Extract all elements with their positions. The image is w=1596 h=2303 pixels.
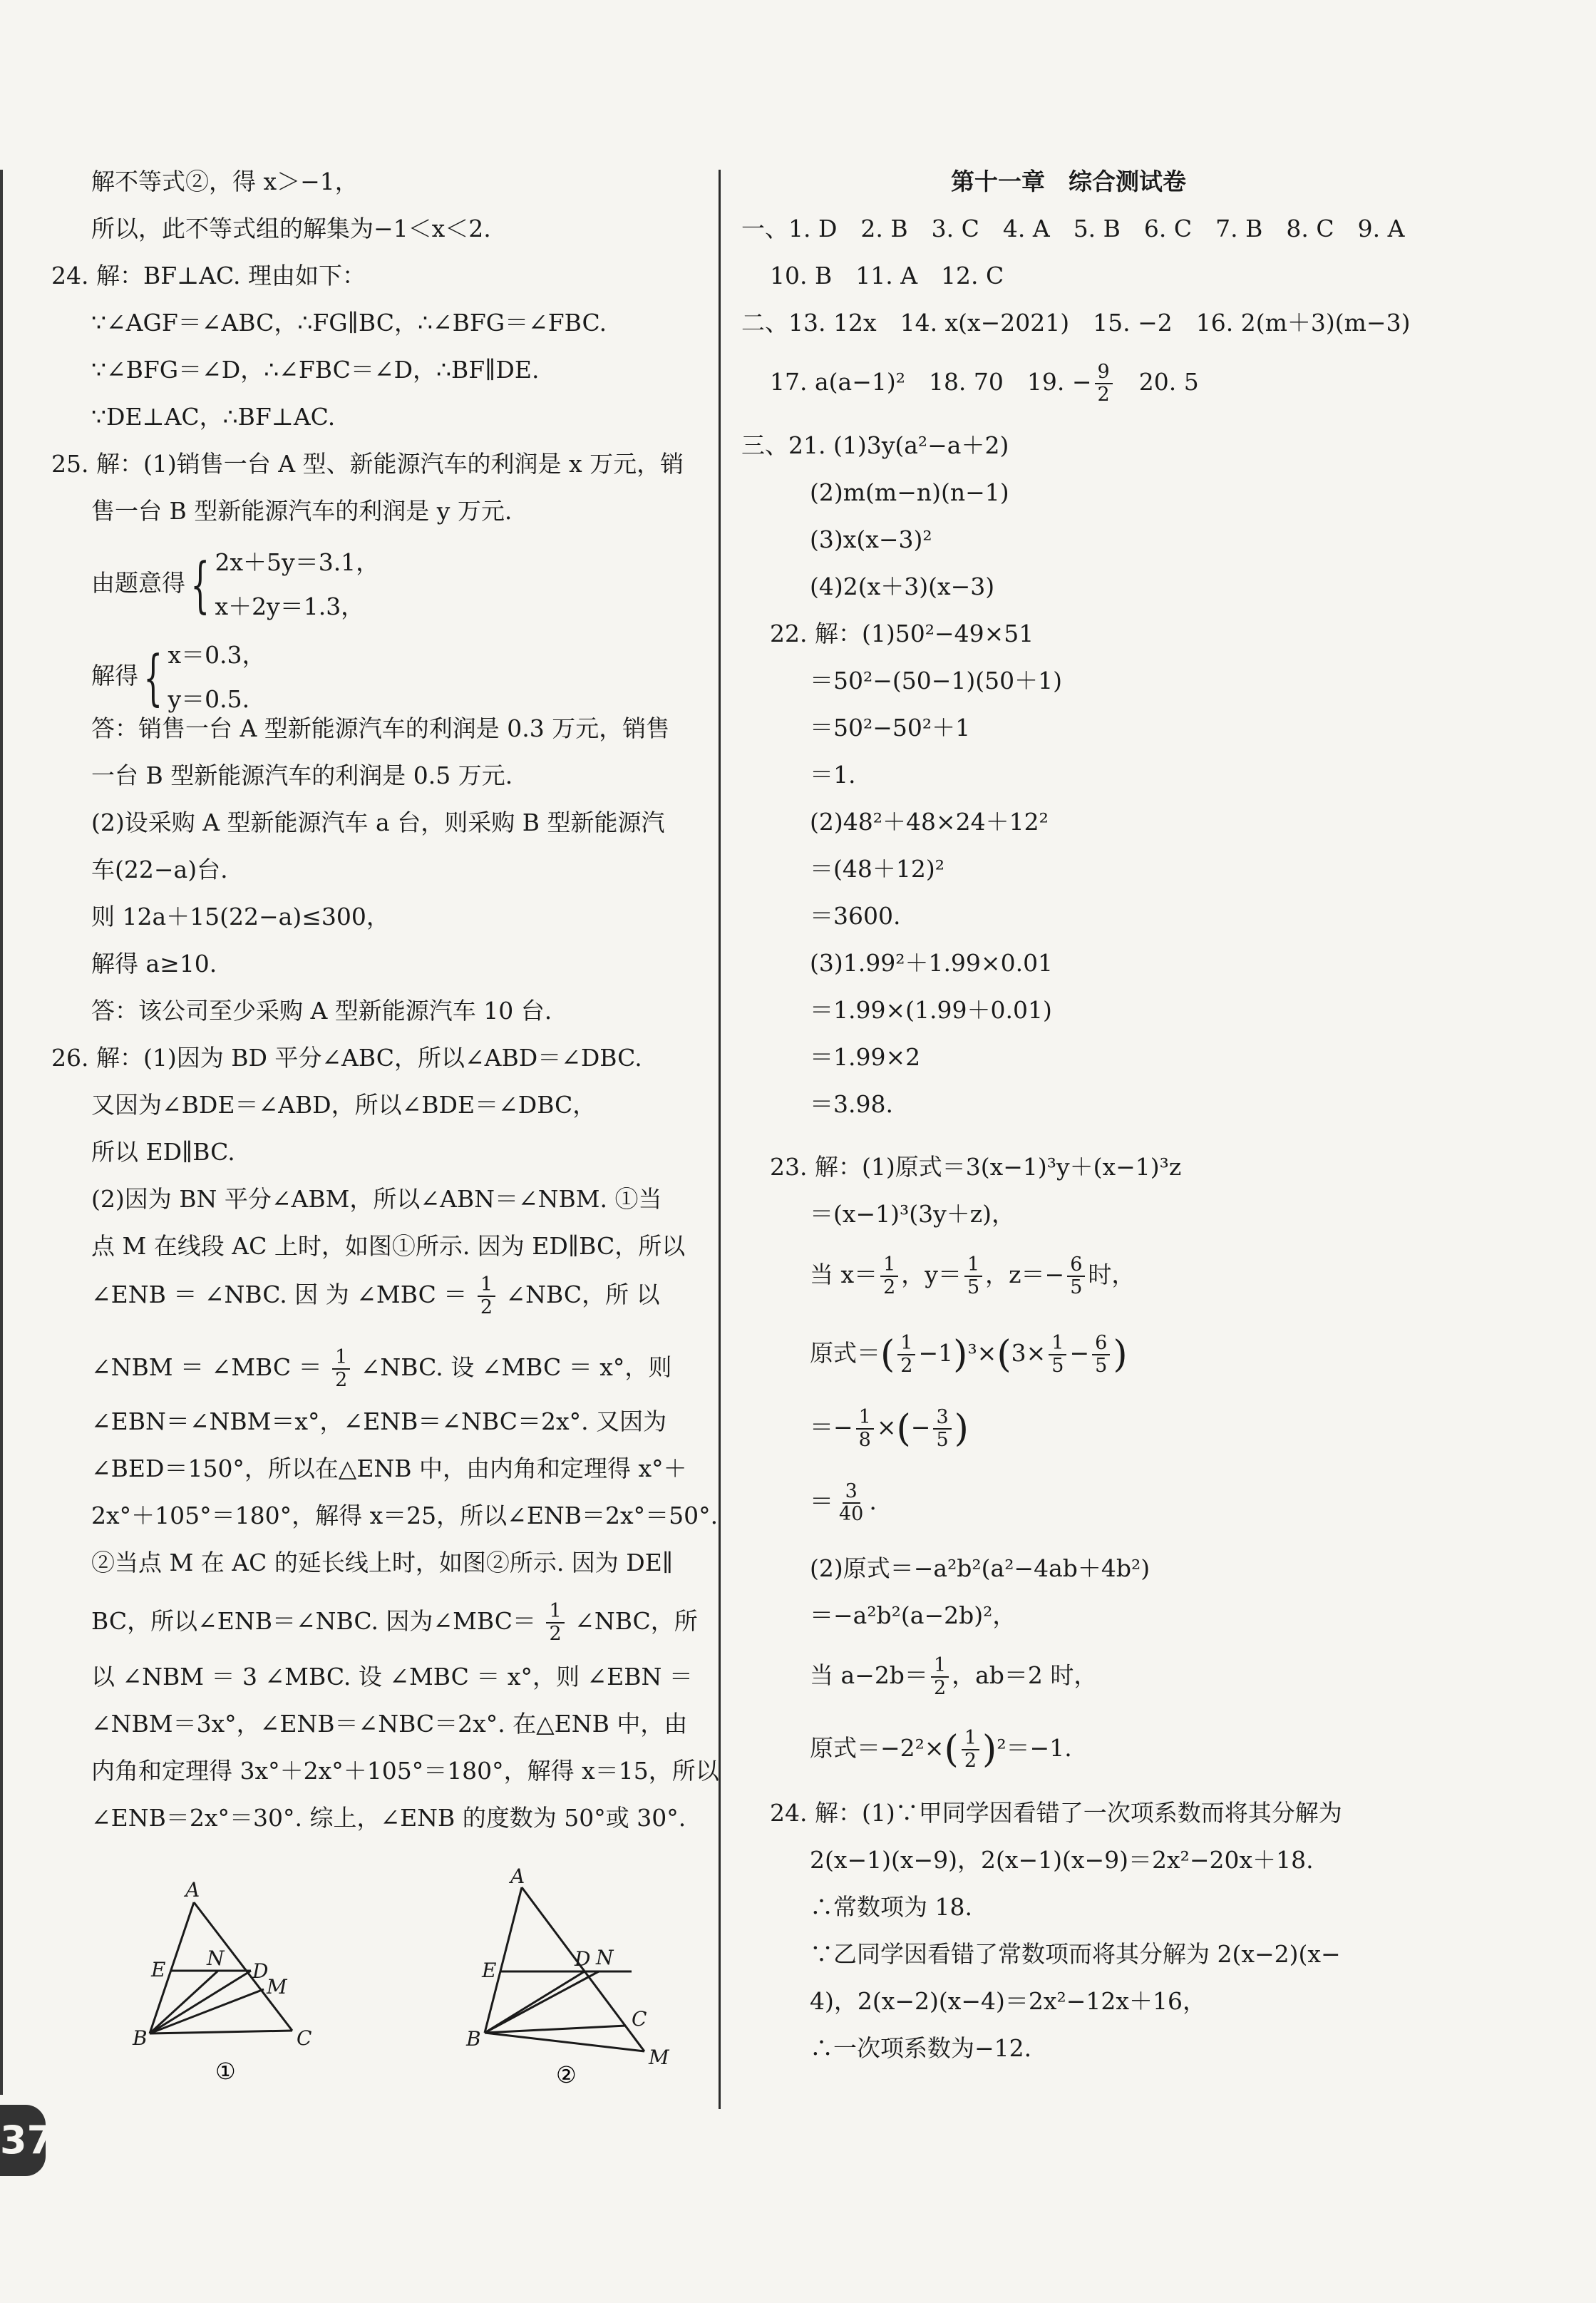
- text-line: 内角和定理得 3x°＋2x°＋105°＝180°，解得 x＝15，所以: [91, 1757, 719, 1785]
- text-line: 10. B 11. A 12. C: [770, 262, 1004, 289]
- fraction-denominator: 5: [967, 1276, 980, 1298]
- paren: ): [953, 1333, 968, 1376]
- figure-label: D: [575, 1947, 591, 1971]
- brace-icon: {: [143, 642, 163, 712]
- fraction: [478, 1274, 495, 1318]
- equation: 2x＋5y＝3.1，: [215, 548, 380, 576]
- system-label: 由题意得: [91, 569, 185, 597]
- text-segment: ∠NBC，所 以: [505, 1281, 660, 1308]
- fraction-numerator: 1: [931, 1655, 949, 1678]
- fraction: [931, 1655, 949, 1699]
- text-line: ＝1.99×(1.99＋0.01): [810, 996, 1052, 1024]
- fraction: [880, 1254, 898, 1298]
- figure-label: N: [207, 1946, 225, 1970]
- equation-system: [91, 539, 379, 629]
- figure-label: N: [596, 1946, 614, 1969]
- text-line: ＝1.99×2: [810, 1043, 921, 1071]
- fraction: [964, 1254, 982, 1298]
- text-line: (2)m(m−n)(n−1): [810, 478, 1009, 506]
- text-line: [810, 1400, 969, 1456]
- paren: ): [982, 1728, 997, 1771]
- text-line: 24. 解：BF⊥AC. 理由如下：: [51, 262, 366, 289]
- text-line: [91, 1273, 660, 1318]
- fraction-numerator: 1: [546, 1601, 564, 1624]
- text-segment: ∠ENB ＝ ∠NBC. 因 为 ∠MBC ＝: [91, 1281, 468, 1308]
- figure-label: D: [252, 1959, 269, 1983]
- paren: (: [896, 1407, 911, 1450]
- text-segment: ∠NBM ＝ ∠MBC ＝: [91, 1353, 322, 1381]
- figure-label: B: [133, 2026, 148, 2050]
- solution-system: [91, 632, 266, 722]
- text-line: (3)1.99²＋1.99×0.01: [810, 949, 1054, 977]
- segment-bm: [485, 2033, 644, 2051]
- text-line: (2)因为 BN 平分∠ABM，所以∠ABN＝∠NBM. ①当: [91, 1185, 662, 1213]
- figure-label: M: [267, 1975, 287, 1999]
- text-line: 一、1. D 2. B 3. C 4. A 5. B 6. C 7. B 8. C 9. A: [741, 215, 1405, 242]
- text-line: ∠EBN＝∠NBM＝x°，∠ENB＝∠NBC＝2x°. 又因为: [91, 1407, 667, 1435]
- fraction-numerator: 9: [1095, 361, 1113, 384]
- text-line: 二、13. 12x 14. x(x−2021) 15. −2 16. 2(m＋3)(m−3): [741, 309, 1411, 337]
- fraction-numerator: 6: [1092, 1333, 1110, 1355]
- system-label: 解得: [91, 662, 138, 689]
- fraction-numerator: 1: [880, 1254, 898, 1277]
- fraction-denominator: 5: [936, 1429, 949, 1451]
- text-segment: .: [869, 1487, 877, 1515]
- figure-label: A: [510, 1865, 525, 1888]
- text-line: ＝50²−(50−1)(50＋1): [810, 667, 1062, 694]
- fraction-denominator: 2: [964, 1750, 977, 1772]
- text-line: 三、21. (1)3y(a²−a＋2): [741, 431, 1009, 459]
- text-line: [810, 1252, 1135, 1298]
- text-segment: 当 a−2b＝: [810, 1661, 928, 1689]
- fraction-denominator: 5: [1051, 1355, 1064, 1377]
- text-segment: ，z＝−: [985, 1261, 1065, 1288]
- text-line: 解不等式②，得 x＞−1，: [91, 168, 359, 195]
- text-line: ＝(48＋12)²: [810, 855, 944, 883]
- fraction-denominator: 5: [1095, 1355, 1108, 1377]
- fraction-numerator: 3: [843, 1481, 860, 1504]
- page-number: 37: [0, 2105, 46, 2176]
- text-line: [91, 1346, 671, 1391]
- text-line: 2(x−1)(x−9)，2(x−1)(x−9)＝2x²−20x＋18.: [810, 1846, 1314, 1874]
- text-line: 答：销售一台 A 型新能源汽车的利润是 0.3 万元，销售: [91, 714, 670, 742]
- text-segment: 3×: [1011, 1339, 1046, 1367]
- figure-label: C: [297, 2026, 312, 2050]
- text-line: [810, 1721, 1072, 1777]
- text-line: ∴一次项系数为−12.: [810, 2034, 1032, 2062]
- text-segment: ∠NBC. 设 ∠MBC ＝ x°，则: [360, 1353, 672, 1381]
- text-line: ②当点 M 在 AC 的延长线上时，如图②所示. 因为 DE∥: [91, 1549, 674, 1576]
- text-line: ＝1.: [810, 761, 856, 789]
- fraction-denominator: 2: [933, 1677, 947, 1699]
- text-line: ∵∠AGF＝∠ABC，∴FG∥BC，∴∠BFG＝∠FBC.: [91, 309, 607, 337]
- fraction-denominator: 2: [549, 1623, 562, 1645]
- text-line: 解得 a≥10.: [91, 950, 217, 978]
- figure-1: [128, 1875, 342, 2089]
- text-segment: ，y＝: [901, 1261, 962, 1288]
- figure-2: [456, 1865, 684, 2093]
- figure-label: B: [466, 2027, 481, 2051]
- fraction: [1092, 1333, 1110, 1377]
- fraction: [836, 1481, 866, 1525]
- text-line: 以 ∠NBM ＝ 3 ∠MBC. 设 ∠MBC ＝ x°，则 ∠EBN ＝: [91, 1663, 693, 1691]
- text-segment: ＝: [810, 1487, 833, 1515]
- paren: ): [954, 1407, 969, 1450]
- text-line: ∠NBM＝3x°，∠ENB＝∠NBC＝2x°. 在△ENB 中，由: [91, 1710, 688, 1738]
- text-line: ∵DE⊥AC，∴BF⊥AC.: [91, 403, 336, 431]
- text-segment: ∠NBC，所: [575, 1607, 698, 1635]
- fraction: [856, 1407, 874, 1451]
- text-line: 又因为∠BDE＝∠ABD，所以∠BDE＝∠DBC，: [91, 1091, 597, 1119]
- text-line: [810, 1653, 1097, 1699]
- text-line: (2)原式＝−a²b²(a²−4ab＋4b²): [810, 1554, 1150, 1582]
- text-line: 所以，此不等式组的解集为−1＜x＜2.: [91, 215, 491, 242]
- text-segment: 原式＝−2²×: [810, 1734, 944, 1762]
- fraction-denominator: 40: [839, 1503, 864, 1525]
- paren: (: [997, 1333, 1011, 1376]
- fraction-denominator: 2: [480, 1296, 493, 1318]
- equation: x＋2y＝1.3，: [215, 593, 365, 620]
- figure-label: E: [482, 1959, 497, 1982]
- segment-bm: [150, 1989, 264, 2033]
- text-line: ∠BED＝150°，所以在△ENB 中，由内角和定理得 x°＋: [91, 1455, 687, 1482]
- text-line: 4)，2(x−2)(x−4)＝2x²−12x＋16，: [810, 1987, 1206, 2015]
- fraction: [1049, 1333, 1066, 1377]
- text-line: ∵∠BFG＝∠D，∴∠FBC＝∠D，∴BF∥DE.: [91, 356, 540, 384]
- figure-label: C: [632, 2007, 647, 2031]
- text-line: 23. 解：(1)原式＝3(x−1)³y＋(x−1)³z: [770, 1153, 1182, 1181]
- equation: y＝0.5.: [168, 685, 250, 713]
- segment-bc: [485, 2026, 626, 2033]
- fraction-numerator: 3: [933, 1407, 951, 1430]
- fraction: [1067, 1254, 1085, 1298]
- figure-caption: ②: [556, 2061, 577, 2088]
- figure-label: E: [151, 1958, 166, 1981]
- text-segment: 17. a(a−1)² 18. 70 19. −: [770, 368, 1092, 396]
- text-line: 22. 解：(1)50²−49×51: [770, 620, 1034, 647]
- fraction-numerator: 1: [332, 1347, 350, 1370]
- fraction: [1095, 361, 1113, 406]
- text-line: 点 M 在线段 AC 上时，如图①所示. 因为 ED∥BC，所以: [91, 1232, 686, 1260]
- text-segment: ²＝−1.: [997, 1734, 1072, 1762]
- text-segment: −1: [918, 1339, 954, 1367]
- equation: x＝0.3，: [168, 641, 266, 669]
- text-segment: ，ab＝2 时，: [952, 1661, 1098, 1689]
- text-line: 26. 解：(1)因为 BD 平分∠ABC，所以∠ABD＝∠DBC.: [51, 1044, 642, 1072]
- text-line: ＝3.98.: [810, 1090, 893, 1118]
- paren: (: [880, 1333, 895, 1376]
- text-segment: ³×: [967, 1339, 997, 1367]
- segment-bc: [150, 2031, 292, 2033]
- text-segment: 当 x＝: [810, 1261, 878, 1288]
- text-segment: 时，: [1088, 1261, 1136, 1288]
- fraction-numerator: 6: [1067, 1254, 1085, 1277]
- figure-label: M: [649, 2046, 669, 2069]
- text-segment: BC，所以∠ENB＝∠NBC. 因为∠MBC＝: [91, 1607, 536, 1635]
- left-edge-bar: [0, 170, 3, 2095]
- fraction-denominator: 5: [1070, 1276, 1083, 1298]
- fraction-denominator: 2: [883, 1276, 896, 1298]
- text-line: ∠ENB＝2x°＝30°. 综上，∠ENB 的度数为 50°或 30°.: [91, 1804, 686, 1832]
- text-line: 一台 B 型新能源汽车的利润是 0.5 万元.: [91, 761, 513, 789]
- text-line: [810, 1326, 1128, 1382]
- brace-icon: {: [190, 550, 210, 620]
- text-segment: −: [910, 1413, 931, 1441]
- text-segment: 原式＝: [810, 1339, 880, 1367]
- fraction-numerator: 1: [897, 1333, 915, 1355]
- text-line: 25. 解：(1)销售一台 A 型、新能源汽车的利润是 x 万元，销: [51, 450, 684, 478]
- fraction: [962, 1728, 979, 1772]
- text-line: ＝50²−50²＋1: [810, 714, 971, 742]
- text-line: 答：该公司至少采购 A 型新能源汽车 10 台.: [91, 997, 552, 1025]
- column-divider: [719, 170, 721, 2109]
- text-line: (3)x(x−3)²: [810, 525, 932, 553]
- text-line: 2x°＋105°＝180°，解得 x＝25，所以∠ENB＝2x°＝50°.: [91, 1502, 719, 1529]
- chapter-title: 第十一章 综合测试卷: [951, 168, 1186, 195]
- fraction-denominator: 8: [858, 1429, 871, 1451]
- text-line: ∴常数项为 18.: [810, 1893, 972, 1921]
- fraction-numerator: 1: [1049, 1333, 1066, 1355]
- fraction-denominator: 2: [335, 1369, 348, 1391]
- fraction-denominator: 2: [900, 1355, 913, 1377]
- fraction: [332, 1347, 350, 1391]
- figure-caption: ①: [215, 2058, 236, 2085]
- text-segment: ＝−: [810, 1413, 853, 1441]
- text-segment: ×: [876, 1413, 897, 1441]
- fraction-numerator: 1: [478, 1274, 495, 1297]
- text-line: ∵乙同学因看错了常数项而将其分解为 2(x−2)(x−: [810, 1940, 1341, 1968]
- text-line: [810, 1479, 877, 1525]
- fraction: [546, 1601, 564, 1645]
- text-line: 售一台 B 型新能源汽车的利润是 y 万元.: [91, 497, 513, 525]
- text-line: 所以 ED∥BC.: [91, 1138, 235, 1166]
- fraction: [897, 1333, 915, 1377]
- text-segment: 20. 5: [1115, 368, 1199, 396]
- text-segment: −: [1069, 1339, 1090, 1367]
- text-line: 则 12a＋15(22−a)≤300，: [91, 903, 390, 930]
- text-line: ＝−a²b²(a−2b)²，: [810, 1601, 1016, 1629]
- fraction-numerator: 1: [856, 1407, 874, 1430]
- segment-bn: [485, 1971, 599, 2033]
- text-line: (2)48²＋48×24＋12²: [810, 808, 1049, 836]
- figure-label: A: [185, 1878, 200, 1902]
- text-line: (2)设采购 A 型新能源汽车 a 台，则采购 B 型新能源汽: [91, 809, 665, 836]
- text-line: 车(22−a)台.: [91, 856, 228, 883]
- text-line: ＝3600.: [810, 902, 901, 930]
- text-line: ＝(x−1)³(3y＋z)，: [810, 1200, 1016, 1228]
- text-line: [91, 1600, 698, 1645]
- fraction-denominator: 2: [1097, 384, 1110, 406]
- fraction-numerator: 1: [962, 1728, 979, 1750]
- paren: (: [944, 1728, 959, 1771]
- text-line: [770, 361, 1199, 406]
- fraction: [933, 1407, 951, 1451]
- paren: ): [1113, 1333, 1128, 1376]
- text-line: (4)2(x＋3)(x−3): [810, 573, 995, 600]
- fraction-numerator: 1: [964, 1254, 982, 1277]
- text-line: 24. 解：(1)∵甲同学因看错了一次项系数而将其分解为: [770, 1799, 1342, 1827]
